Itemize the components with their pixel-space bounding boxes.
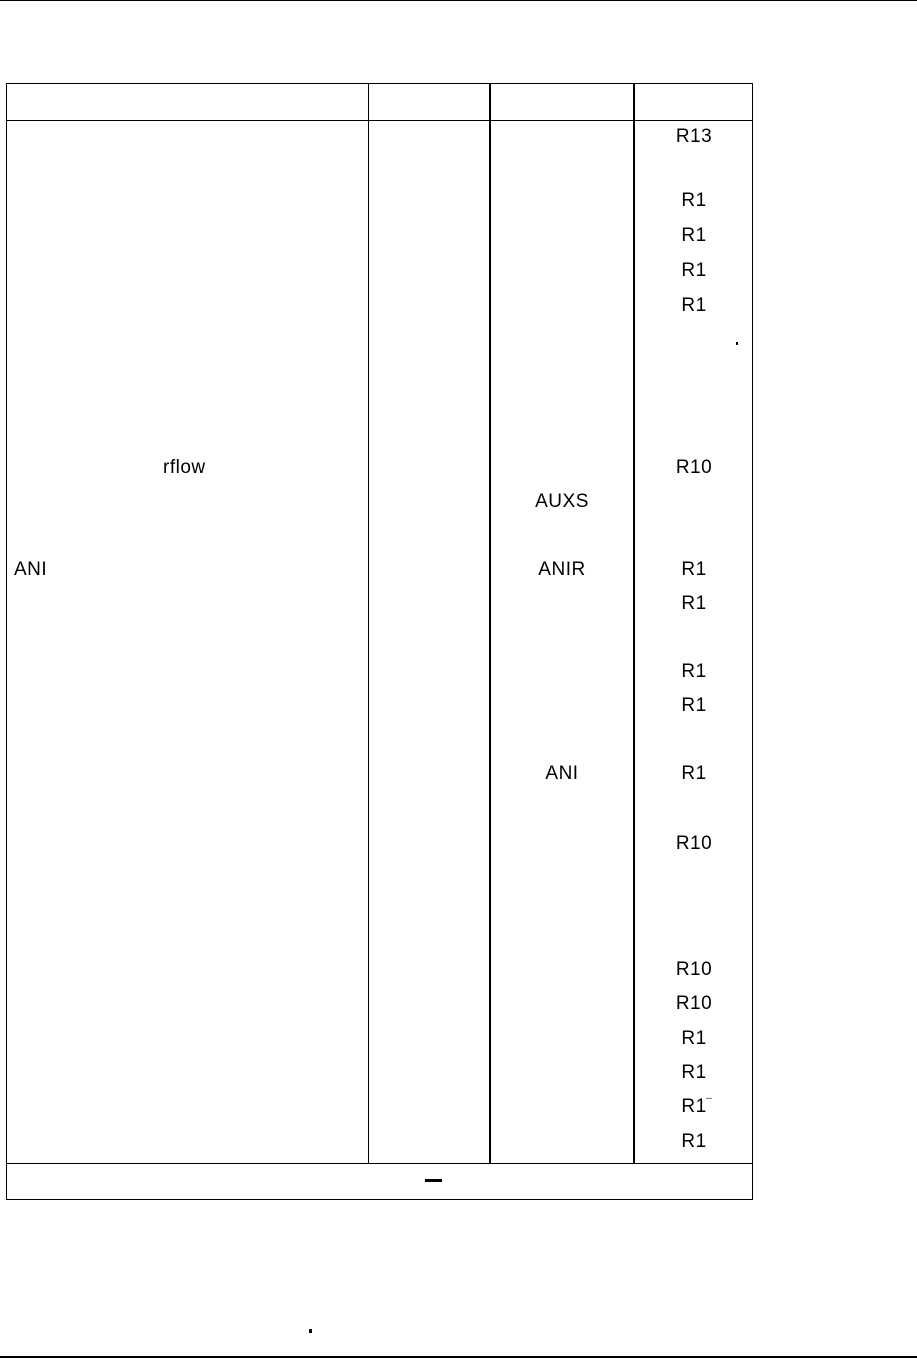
table-cell: rflow: [163, 457, 206, 478]
table-top-border: [6, 83, 753, 84]
footer-dash: [425, 1179, 442, 1182]
table-cell: R1: [681, 661, 707, 682]
table-cell: R10: [675, 833, 713, 854]
stray-mark: [736, 342, 738, 345]
bottom-rule: [0, 1356, 917, 1358]
table-cell: R10: [675, 993, 713, 1014]
table-cell: R10: [675, 457, 713, 478]
column-divider-2: [489, 83, 491, 1163]
column-divider-1: [368, 83, 369, 1163]
table-cell: R1: [681, 1131, 707, 1152]
data-table: [6, 83, 753, 1200]
column-divider-3: [633, 83, 635, 1163]
table-cell: R1: [681, 295, 707, 316]
header-row-divider: [6, 120, 753, 121]
page-speck: [309, 1329, 312, 1333]
table-cell: AUXS: [535, 491, 589, 512]
table-cell: R1: [681, 559, 707, 580]
table-cell: ANIR: [538, 559, 586, 580]
cell-suffix-mark: --: [706, 1093, 712, 1103]
footer-row-divider: [6, 1163, 753, 1164]
table-cell: R13: [675, 126, 713, 147]
table-cell: R1: [681, 763, 707, 784]
table-cell: R1: [681, 190, 707, 211]
table-cell: R1: [681, 593, 707, 614]
table-cell: R1: [681, 1096, 707, 1117]
table-cell: ANI: [545, 763, 579, 784]
table-cell: ANI: [14, 559, 48, 580]
table-cell: R1: [681, 260, 707, 281]
table-cell: R1: [681, 1062, 707, 1083]
table-cell: R1: [681, 695, 707, 716]
top-rule: [0, 0, 917, 1]
table-cell: R10: [675, 959, 713, 980]
table-cell: R1: [681, 1028, 707, 1049]
table-cell: R1: [681, 225, 707, 246]
